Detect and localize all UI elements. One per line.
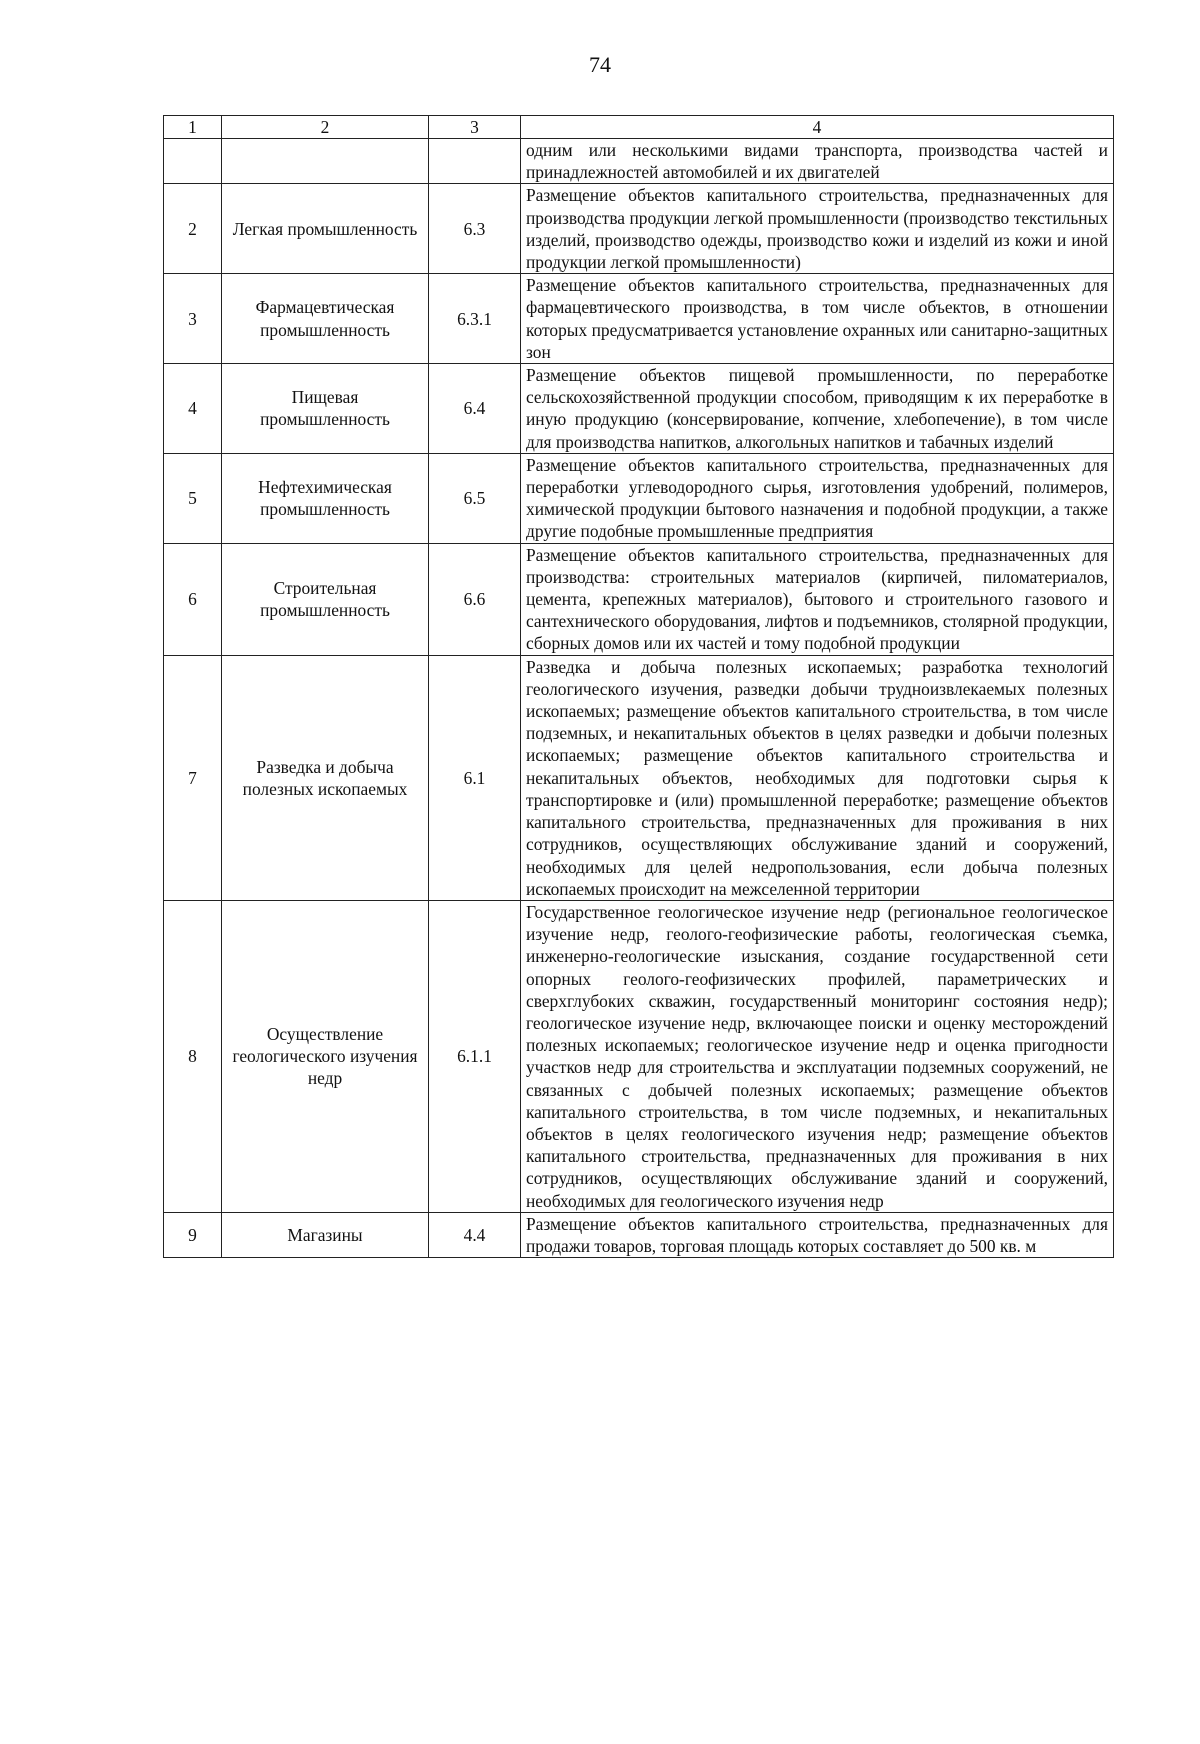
column-header-1: 1	[164, 116, 222, 139]
row-description: Размещение объектов капитального строительства, предназначенных для переработки углеводородного сырья, изготовления удобрений, полимеров, химической продукции бытового назначения и подобной продукции, а также другие подобные промышленные предприятия	[521, 453, 1114, 543]
table-row	[164, 543, 1114, 655]
column-header-3: 3	[429, 116, 521, 139]
row-number: 6	[164, 543, 222, 655]
row-name: Фармацевтическая промышленность	[222, 274, 429, 364]
page-number: 74	[589, 52, 611, 77]
table-header-row	[164, 116, 1114, 139]
row-name	[222, 139, 429, 184]
row-description: Размещение объектов капитального строительства, предназначенных для производства продукции легкой промышленности (производство текстильных изделий, производство одежды, производство кожи и изделий из кожи и иной продукции легкой промышленности)	[521, 184, 1114, 274]
table-row	[164, 655, 1114, 900]
row-name: Осуществление геологического изучения недр	[222, 900, 429, 1212]
row-name: Пищевая промышленность	[222, 364, 429, 454]
row-description: Государственное геологическое изучение недр (региональное геологическое изучение недр, геолого-геофизические работы, геологическая съемка, инженерно-геологические изыскания, создание государственной сети опорных геолого-геофизических профилей, параметрических и сверхглубоких скважин, государственный мониторинг состояния недр); геологическое изучение недр, включающее поиски и оценку месторождений полезных ископаемых; геологическое изучение недр и оценка пригодности участков недр для строительства и эксплуатации подземных сооружений, не связанных с добычей полезных ископаемых; размещение объектов капитального строительства, в том числе подземных, и некапитальных объектов в целях геологического изучения недр; размещение объектов капитального строительства, предназначенных для проживания в них сотрудников, осуществляющих обслуживание зданий и сооружений, необходимых для геологического изучения недр	[521, 900, 1114, 1212]
table-row	[164, 453, 1114, 543]
row-name: Легкая промышленность	[222, 184, 429, 274]
row-number	[164, 139, 222, 184]
column-header-2: 2	[222, 116, 429, 139]
row-code: 6.3.1	[429, 274, 521, 364]
table-row	[164, 1212, 1114, 1257]
row-description: Размещение объектов капитального строительства, предназначенных для фармацевтического производства, в том числе объектов, в отношении которых предусматривается установление охранных или санитарно-защитных зон	[521, 274, 1114, 364]
table-row	[164, 274, 1114, 364]
row-description: Разведка и добыча полезных ископаемых; разработка технологий геологического изучения, разведки добычи трудноизвлекаемых полезных ископаемых; размещение объектов капитального строительства, в том числе подземных, и некапитальных объектов в целях разведки и добычи полезных ископаемых; размещение объектов капитального строительства и некапитальных объектов, необходимых для подготовки сырья к транспортировке и (или) промышленной переработке; размещение объектов капитального строительства, предназначенных для проживания в них сотрудников, осуществляющих обслуживание зданий и сооружений, необходимых для целей недропользования, если добыча полезных ископаемых происходит на межселенной территории	[521, 655, 1114, 900]
row-number: 7	[164, 655, 222, 900]
row-code: 6.6	[429, 543, 521, 655]
row-code: 6.3	[429, 184, 521, 274]
row-code: 6.4	[429, 364, 521, 454]
row-description: одним или несколькими видами транспорта, производства частей и принадлежностей автомобилей и их двигателей	[521, 139, 1114, 184]
table-row	[164, 900, 1114, 1212]
row-code: 6.1.1	[429, 900, 521, 1212]
table-row	[164, 364, 1114, 454]
row-description: Размещение объектов капитального строительства, предназначенных для производства: строительных материалов (кирпичей, пиломатериалов, цемента, крепежных материалов), бытового и строительного газового и сантехнического оборудования, лифтов и подъемников, столярной продукции, сборных домов или их частей и тому подобной продукции	[521, 543, 1114, 655]
row-description: Размещение объектов капитального строительства, предназначенных для продажи товаров, торговая площадь которых составляет до 500 кв. м	[521, 1212, 1114, 1257]
row-number: 4	[164, 364, 222, 454]
row-name: Строительная промышленность	[222, 543, 429, 655]
row-code	[429, 139, 521, 184]
row-code: 4.4	[429, 1212, 521, 1257]
row-number: 9	[164, 1212, 222, 1257]
column-header-4: 4	[521, 116, 1114, 139]
row-number: 3	[164, 274, 222, 364]
row-code: 6.1	[429, 655, 521, 900]
row-name: Разведка и добыча полезных ископаемых	[222, 655, 429, 900]
row-description: Размещение объектов пищевой промышленности, по переработке сельскохозяйственной продукции способом, приводящим к их переработке в иную продукцию (консервирование, копчение, хлебопечение), в том числе для производства напитков, алкогольных напитков и табачных изделий	[521, 364, 1114, 454]
row-number: 8	[164, 900, 222, 1212]
row-name: Нефтехимическая промышленность	[222, 453, 429, 543]
table-row	[164, 139, 1114, 184]
row-number: 2	[164, 184, 222, 274]
zoning-table	[163, 115, 1114, 1258]
row-code: 6.5	[429, 453, 521, 543]
row-name: Магазины	[222, 1212, 429, 1257]
row-number: 5	[164, 453, 222, 543]
table-row	[164, 184, 1114, 274]
